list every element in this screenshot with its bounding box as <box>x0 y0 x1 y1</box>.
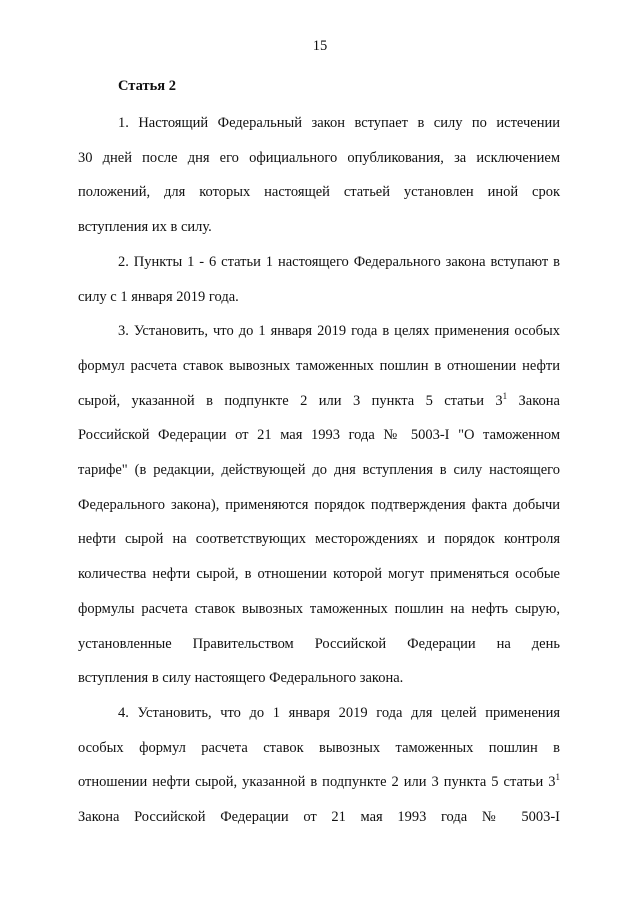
text-line: 30 дней после дня его официального опубликования, за исключением <box>78 149 560 166</box>
text-line: количества нефти сырой, в отношении которой могут применяться особые <box>78 566 560 583</box>
text-line: Закона Российской Федерации от 21 мая 1993 года № 5003-I <box>78 809 560 826</box>
text-line: силу с 1 января 2019 года. <box>78 288 239 305</box>
text-line-with-superscript <box>78 765 560 800</box>
text-fragment: Закона <box>507 392 560 409</box>
article-title: Статья 2 <box>118 78 176 94</box>
text-line: 2. Пункты 1 - 6 статьи 1 настоящего Федерального закона вступают в <box>118 253 560 270</box>
text-line: положений, для которых настоящей статьей установлен иной срок <box>78 184 560 201</box>
text-line: установленные Правительством Российской Федерации на день <box>78 635 560 652</box>
text-line: 3. Установить, что до 1 января 2019 года в целях применения особых <box>118 323 560 340</box>
paragraph-2 <box>78 245 560 314</box>
text-line: вступления их в силу. <box>78 219 212 236</box>
text-line: вступления в силу настоящего Федерального закона. <box>78 670 404 687</box>
text-fragment: отношении нефти сырой, указанной в подпункте 2 или 3 пункта 5 статьи 3 <box>78 774 556 791</box>
superscript: 1 <box>555 772 560 783</box>
text-fragment: сырой, указанной в подпункте 2 или 3 пункта 5 статьи 3 <box>78 392 503 409</box>
paragraph-4 <box>78 696 560 835</box>
text-line: 4. Установить, что до 1 января 2019 года для целей применения <box>118 704 560 721</box>
document-body <box>78 106 560 835</box>
page-number: 15 <box>312 38 328 54</box>
text-line: 1. Настоящий Федеральный закон вступает в силу по истечении <box>118 115 560 131</box>
paragraph-1 <box>78 106 560 245</box>
text-line: формул расчета ставок вывозных таможенных пошлин в отношении нефти <box>78 357 560 374</box>
text-line: формулы расчета ставок вывозных таможенных пошлин на нефть сырую, <box>78 600 560 617</box>
text-line: тарифе" (в редакции, действующей до дня вступления в силу настоящего <box>78 462 560 479</box>
text-line-with-superscript <box>78 384 560 419</box>
superscript: 1 <box>502 390 508 401</box>
text-line: особых формул расчета ставок вывозных таможенных пошлин в <box>78 739 560 756</box>
paragraph-3 <box>78 314 560 696</box>
text-line: нефти сырой на соответствующих месторождениях и порядок контроля <box>78 531 560 548</box>
text-line: Российской Федерации от 21 мая 1993 года № 5003-I "О таможенном <box>78 427 560 444</box>
text-line: Федерального закона), применяются порядок подтверждения факта добычи <box>78 496 560 513</box>
